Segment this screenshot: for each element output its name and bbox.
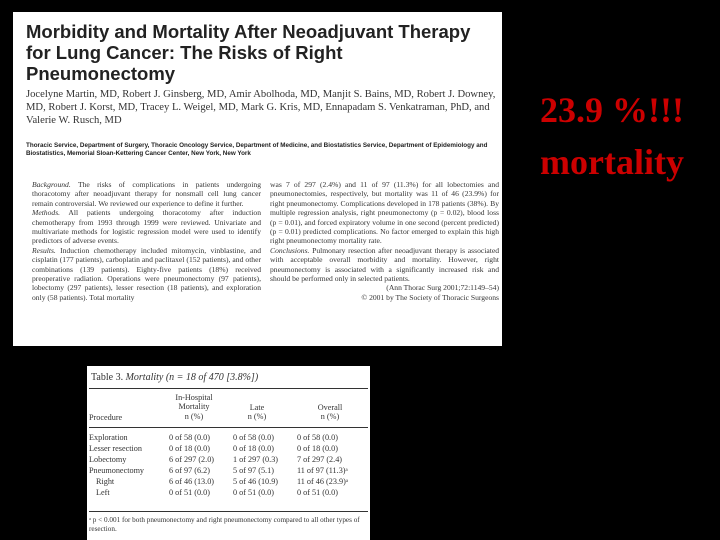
table-header-rule [89,427,368,428]
table-row [87,432,370,443]
results-continued: was 7 of 297 (2.4%) and 11 of 97 (11.3%) for all lobectomies and pneumonectomies, respectively, but mortality was 11 of 46 (23.9%) for right pneumonectomy. Complications developed in 178 patients (38%). By multiple regression analysis, right pneumonectomy (p = 0.02), blood loss (p = 0.01), and forced expiratory volume in one second (percent predicted) (p = 0.01) predicted complications. No factor emerged to explain this high right pneumonectomy mortality rate. [270,180,499,246]
background-label: Background. [32,180,71,189]
methods-label: Methods. [32,208,61,218]
callout-percentage: 23.9 %!!! [540,90,684,130]
procedure-cell: Left [96,488,110,497]
procedure-cell: Right [96,477,115,486]
inhospital-cell: 6 of 97 (6.2) [169,466,210,475]
article-title: Morbidity and Mortality After Neoadjuvant Therapy for Lung Cancer: The Risks of Right Pneumonectomy [26,21,471,84]
procedure-cell: Lobectomy [89,455,127,464]
header-procedure: Procedure [89,413,123,422]
abstract-column-right [270,180,499,302]
inhospital-cell: 6 of 46 (13.0) [169,477,215,486]
header-inhospital [159,393,229,421]
article-abstract [13,12,502,346]
table-body [87,432,370,498]
conclusions-text: Pulmonary resection after neoadjuvant therapy is associated with acceptable overall morbidity and mortality. However, right pneumonectomy is associated with a significantly increased risk and should be performed only in selected patients. [270,245,500,284]
conclusions-paragraph [270,246,499,284]
mortality-table [87,366,370,540]
overall-cell: 7 of 297 (2.4) [297,455,343,464]
table-caption: Mortality (n = 18 of 470 [3.8%]) [125,372,259,383]
late-cell: 0 of 18 (0.0) [233,444,274,453]
table-top-rule [89,388,368,389]
overall-cell: 11 of 46 (23.9)ᵃ [297,477,349,486]
late-cell: 0 of 51 (0.0) [233,488,274,497]
late-cell: 5 of 97 (5.1) [233,466,274,475]
overall-cell: 11 of 97 (11.3)ᵃ [297,466,348,475]
table-row [87,465,370,476]
overall-cell: 0 of 58 (0.0) [297,433,338,442]
results-paragraph [32,246,261,302]
table-row [87,487,370,498]
table-row [87,454,370,465]
table-bottom-rule [89,511,368,512]
journal-citation: (Ann Thorac Surg 2001;72:1149–54) [386,283,499,293]
methods-paragraph [32,208,261,246]
header-overall [295,403,365,422]
procedure-cell: Exploration [89,433,128,442]
conclusions-label: Conclusions. [270,245,310,255]
table-footnote: ᵃ p < 0.001 for both pneumonectomy and right pneumonectomy compared to all other types of resection. [89,516,360,533]
table-title [91,372,258,383]
article-affiliation: Thoracic Service, Department of Surgery, Thoracic Oncology Service, Department of Medicine, and Biostatistics Service, Department of Epidemiology and Biostatistics, Memorial Sloan-Kettering Cancer Center, New York, New York [26,142,488,157]
abstract-column-left [32,180,261,302]
header-late-line2: n (%) [247,412,267,422]
methods-text: All patients undergoing thoracotomy after induction chemotherapy from 1993 through 1999 were reviewed. Univariate and multivariate methods for logistic regression model were used to identify predictors of adverse events. [32,208,261,246]
late-cell: 1 of 297 (0.3) [233,455,279,464]
table-row [87,476,370,487]
table-row [87,443,370,454]
late-cell: 5 of 46 (10.9) [233,477,279,486]
overall-cell: 0 of 18 (0.0) [297,444,338,453]
header-overall-line2: n (%) [320,412,340,422]
late-cell: 0 of 58 (0.0) [233,433,274,442]
background-paragraph [32,180,261,208]
article-authors: Jocelyne Martin, MD, Robert J. Ginsberg, MD, Amir Abolhoda, MD, Manjit S. Bains, MD, Robert J. Downey, MD, Robert J. Korst, MD, Tracey L. Weigel, MD, Mark G. Kris, MD, Ennapadam S. Venkatraman, PhD, and Valerie W. Rusch, MD [26,89,496,127]
header-inhospital-line1: In-Hospital [175,393,213,402]
results-text: Induction chemotherapy included mitomycin, vinblastine, and cisplatin (177 patients), carboplatin and paclitaxel (152 patients), and other combinations (139 patients). Eighty-five patients (18%) received preoperative radiation. Operations were pneumonectomy (97 patients), lobectomy (297 patients), lesser resection (18 patients), and exploration only (58 patients). Total mortality [32,245,261,302]
inhospital-cell: 6 of 297 (2.0) [169,455,215,464]
results-label: Results. [32,245,56,255]
copyright: © 2001 by The Society of Thoracic Surgeons [361,292,499,302]
inhospital-cell: 0 of 58 (0.0) [169,433,210,442]
header-inhospital-line2: Mortality [178,402,210,412]
header-late [227,403,287,422]
procedure-cell: Lesser resection [89,444,142,453]
callout-mortality: mortality [540,142,684,182]
header-late-line1: Late [249,403,265,412]
background-text: The risks of complications in patients undergoing thoracotomy after neoadjuvant therapy for nonsmall cell lung cancer remain controversial. We reviewed our experience to define it further. [32,180,261,208]
header-inhospital-line3: n (%) [184,411,204,421]
table-label: Table 3. [91,372,124,383]
inhospital-cell: 0 of 51 (0.0) [169,488,210,497]
overall-cell: 0 of 51 (0.0) [297,488,338,497]
header-overall-line1: Overall [317,403,343,412]
procedure-cell: Pneumonectomy [89,466,145,475]
inhospital-cell: 0 of 18 (0.0) [169,444,210,453]
